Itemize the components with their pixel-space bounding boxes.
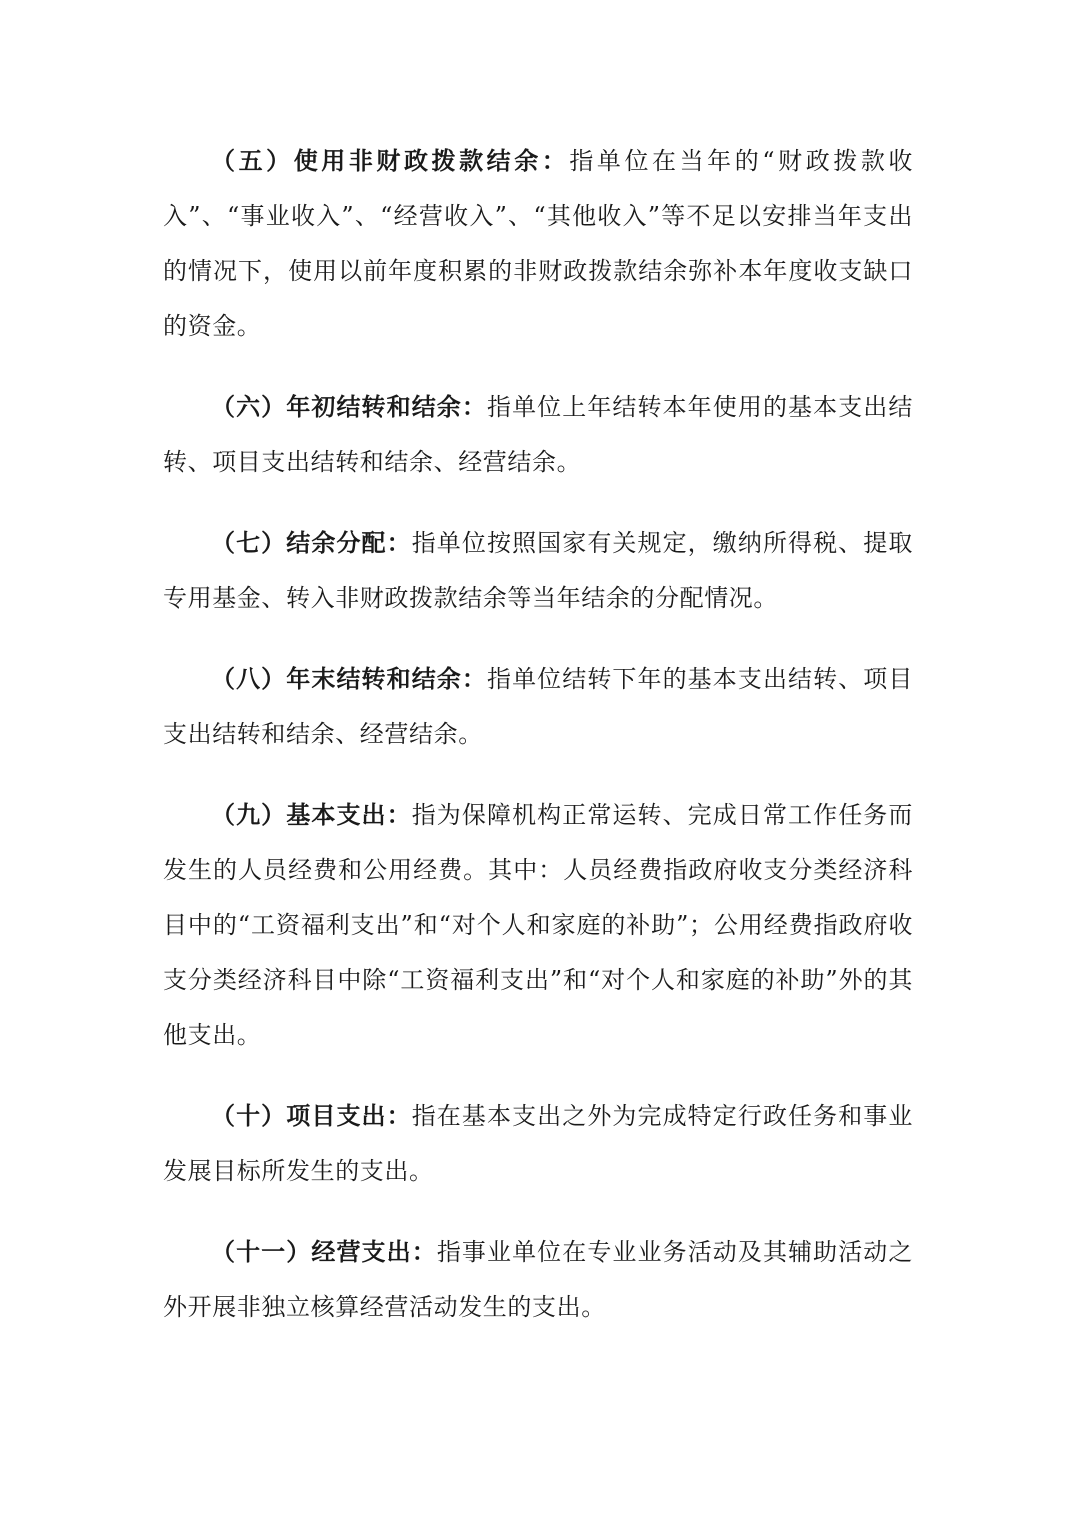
section-term: 年初结转和结余 — [286, 393, 462, 421]
section-term: 项目支出 — [286, 1102, 387, 1130]
section-text: 指单位在当年的“财政拨款收入”、“事业收入”、“经营收入”、“其他收入”等不足以安排当年支出的情况下，使用以前年度积累的非财政拨款结余弥补本年度收支缺口的资金。 — [163, 147, 913, 340]
section-text: 指事业单位在专业业务活动及其辅助活动之外开展非独立核算经营活动发生的支出。 — [163, 1238, 913, 1321]
section-number: （五） — [211, 147, 294, 175]
section-number: （十一） — [211, 1238, 312, 1266]
section-colon: ： — [541, 147, 570, 175]
section-6 — [163, 380, 913, 490]
section-colon: ： — [386, 1102, 412, 1130]
section-text: 指单位结转下年的基本支出结转、项目支出结转和结余、经营结余。 — [163, 665, 913, 748]
section-text: 指为保障机构正常运转、完成日常工作任务而发生的人员经费和公用经费。其中：人员经费指政府收支分类经济科目中的“工资福利支出”和“对个人和家庭的补助”；公用经费指政府收支分类经济科目中除“工资福利支出”和“对个人和家庭的补助”外的其他支出。 — [163, 801, 913, 1049]
section-number: （十） — [211, 1102, 287, 1130]
section-term: 经营支出 — [311, 1238, 412, 1266]
section-colon: ： — [386, 529, 412, 557]
section-8 — [163, 652, 913, 762]
section-number: （九） — [211, 801, 287, 829]
section-term: 使用非财政拨款结余 — [293, 147, 542, 175]
section-text: 指单位上年结转本年使用的基本支出结转、项目支出结转和结余、经营结余。 — [163, 393, 913, 476]
section-text: 指在基本支出之外为完成特定行政任务和事业发展目标所发生的支出。 — [163, 1102, 913, 1185]
section-9 — [163, 788, 913, 1063]
section-number: （六） — [211, 393, 287, 421]
section-5 — [163, 134, 913, 354]
section-10 — [163, 1089, 913, 1199]
section-term: 结余分配 — [286, 529, 387, 557]
section-number: （七） — [211, 529, 287, 557]
section-colon: ： — [461, 393, 487, 421]
section-11 — [163, 1225, 913, 1335]
section-number: （八） — [211, 665, 287, 693]
section-text: 指单位按照国家有关规定，缴纳所得税、提取专用基金、转入非财政拨款结余等当年结余的分配情况。 — [163, 529, 913, 612]
section-colon: ： — [461, 665, 487, 693]
section-term: 年末结转和结余 — [286, 665, 462, 693]
document-body — [163, 134, 913, 1361]
section-term: 基本支出 — [286, 801, 387, 829]
section-colon: ： — [411, 1238, 437, 1266]
section-7 — [163, 516, 913, 626]
section-colon: ： — [386, 801, 412, 829]
